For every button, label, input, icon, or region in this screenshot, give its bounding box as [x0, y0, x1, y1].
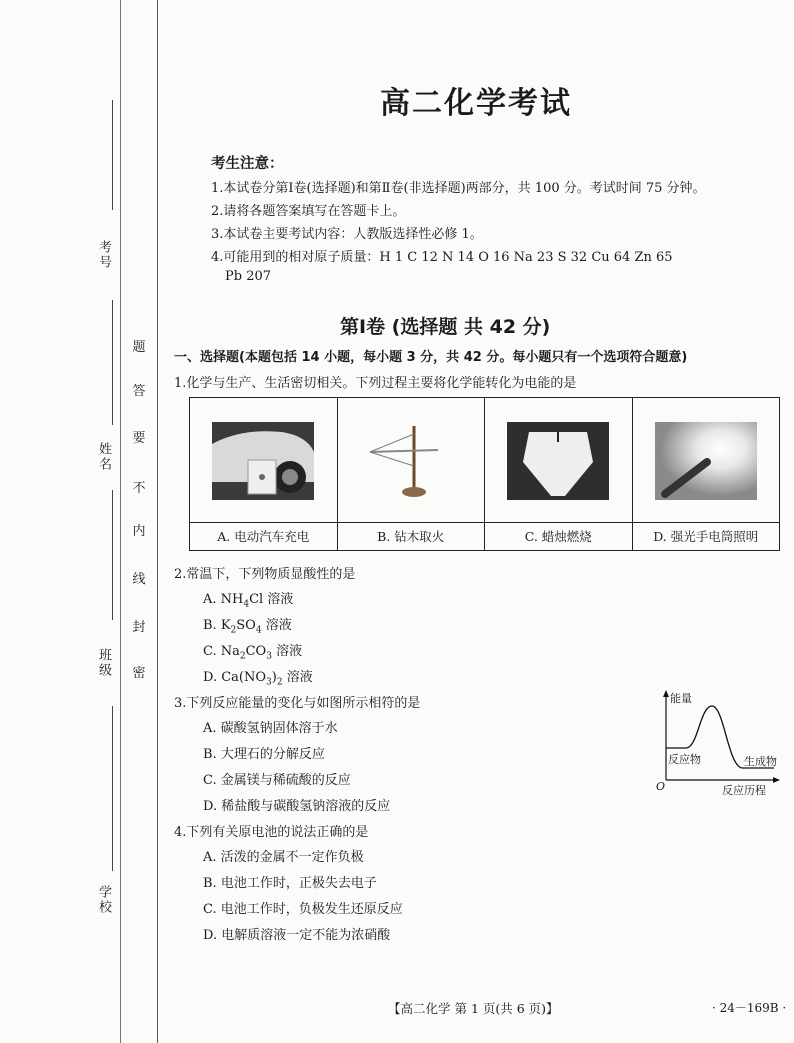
section-title: 第Ⅰ卷 (选择题 共 42 分)	[340, 316, 551, 338]
part-heading: 一、选择题(本题包括 14 小题，每小题 3 分，共 42 分。每小题只有一个选项符合题意)	[174, 350, 688, 365]
seal-char: 题	[132, 340, 146, 355]
notice-item: 2.请将各题答案填写在答题卡上。	[211, 204, 406, 219]
class-underline	[112, 490, 113, 620]
school-underline	[112, 706, 113, 871]
q4-option: D. 电解质溶液一定不能为浓硝酸	[203, 928, 391, 943]
graph-x-label: 反应历程	[722, 784, 766, 797]
energy-diagram	[652, 688, 782, 798]
name-underline	[112, 300, 113, 425]
exam-no-underline	[112, 100, 113, 210]
exam-code: · 24－169B ·	[712, 1001, 787, 1015]
q4-option: B. 电池工作时，正极失去电子	[203, 876, 377, 891]
flashlight-image	[655, 422, 757, 500]
q4-stem: 4.下列有关原电池的说法正确的是	[174, 825, 369, 840]
graph-origin-label: O	[656, 780, 666, 793]
q4-option: A. 活泼的金属不一定作负极	[203, 850, 364, 865]
exam-no-label: 考号	[96, 240, 111, 270]
q3-option: C. 金属镁与稀硫酸的反应	[203, 773, 351, 788]
q2-option-c: C. $Na_2CO_3$ 溶液	[203, 644, 303, 662]
q4-option: C. 电池工作时，负极发生还原反应	[203, 902, 403, 917]
q3-stem: 3.下列反应能量的变化与如图所示相符的是	[174, 696, 421, 711]
q1-option-d: D. 强光手电筒照明	[633, 522, 780, 550]
candle-image	[507, 422, 609, 500]
q1-option-c: C. 蜡烛燃烧	[485, 522, 632, 550]
seal-char: 封	[132, 620, 146, 635]
page-footer: 【高二化学 第 1 页(共 6 页)】	[388, 1001, 559, 1016]
q2-option-d: D. $Ca(NO_3)_2$ 溶液	[203, 670, 313, 688]
q3-option: D. 稀盐酸与碳酸氢钠溶液的反应	[203, 799, 391, 814]
seal-char: 要	[132, 431, 146, 446]
q1-option-cell	[190, 398, 338, 550]
q1-option-cell	[485, 398, 633, 550]
notice-heading: 考生注意：	[211, 156, 284, 172]
q3-option: B. 大理石的分解反应	[203, 747, 325, 762]
seal-char: 不	[132, 481, 146, 496]
margin-line-outer	[120, 0, 121, 1043]
margin-line-inner	[157, 0, 158, 1043]
q1-option-cell	[633, 398, 780, 550]
x-axis-arrow	[773, 777, 780, 783]
class-label: 班级	[96, 648, 111, 678]
notice-item: 4.可能用到的相对原子质量：H 1 C 12 N 14 O 16 Na 23 S 32 Cu 64 Zn 65	[211, 250, 673, 265]
graph-y-label: 能量	[670, 692, 692, 705]
q1-stem: 1.化学与生产、生活密切相关。下列过程主要将化学能转化为电能的是	[174, 376, 577, 391]
q2-stem: 2.常温下，下列物质显酸性的是	[174, 567, 356, 582]
notice-item-cont: Pb 207	[225, 269, 272, 284]
q1-option-b: B. 钻木取火	[338, 522, 485, 550]
q1-option-cell	[338, 398, 486, 550]
graph-product-label: 生成物	[744, 755, 777, 768]
q1-option-a: A. 电动汽车充电	[190, 522, 337, 550]
q1-image-table	[189, 397, 780, 551]
seal-char: 线	[132, 572, 146, 587]
notice-item: 1.本试卷分第Ⅰ卷(选择题)和第Ⅱ卷(非选择题)两部分，共 100 分。考试时间 75 分钟。	[211, 181, 706, 196]
y-axis-arrow	[663, 690, 669, 697]
drill-fire-image	[360, 422, 462, 500]
notice-item: 3.本试卷主要考试内容：人教版选择性必修 1。	[211, 227, 483, 242]
graph-reactant-label: 反应物	[668, 753, 701, 766]
seal-char: 密	[132, 666, 146, 681]
name-label: 姓名	[96, 442, 111, 472]
q2-option-b: B. $K_2SO_4$ 溶液	[203, 618, 292, 636]
q2-option-a: A. $NH_4Cl$ 溶液	[203, 592, 294, 610]
school-label: 学校	[96, 885, 111, 915]
car-charging-image	[212, 422, 314, 500]
page-title: 高二化学考试	[380, 86, 572, 121]
seal-char: 答	[132, 384, 146, 399]
seal-char: 内	[132, 524, 146, 539]
q3-option: A. 碳酸氢钠固体溶于水	[203, 721, 338, 736]
